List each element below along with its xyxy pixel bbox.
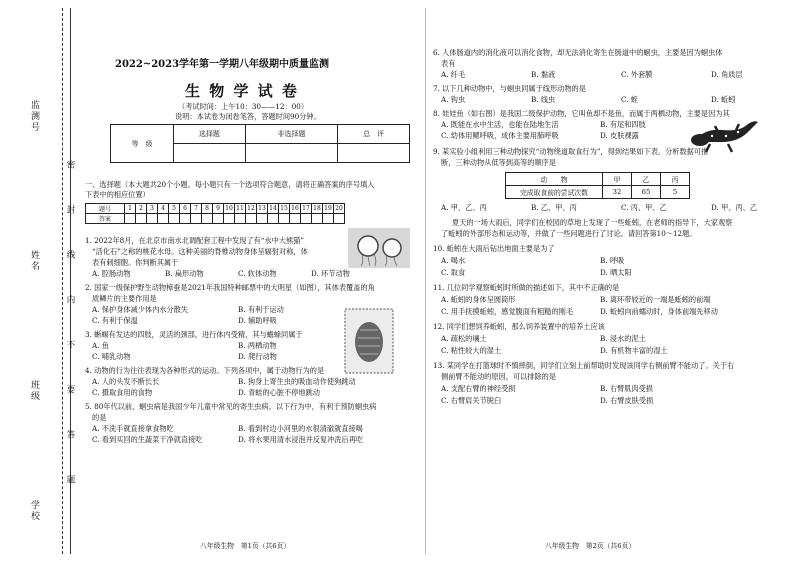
answer-input-cell[interactable] (213, 214, 224, 224)
page-divider (425, 8, 426, 554)
option: D. 爬行动物 (238, 352, 277, 361)
option: C. 看到买回的生蔬菜干净就直接吃 (92, 435, 203, 444)
option: C. 用手抚摸蚯蚓，感觉腹面有粗糙的刚毛 (441, 307, 574, 316)
question-12: 12. 同学们想饲养蚯蚓，那么饲养装置中的培养土应该 (433, 322, 605, 331)
option: B. 狗身上寄生虫的吸血动作使狗跳动 (238, 377, 356, 386)
answer-number-cell: 16 (291, 205, 299, 212)
question-8: 8. 娃娃鱼（如右图）是我国二级保护动物，它叫鱼却不是鱼，而属于两栖动物，主要是因为其 (433, 109, 730, 118)
section1-instruction: 下表中的相应位置） (85, 190, 150, 199)
question-6: 6. 人体肠道内的消化液可以消化食物，却无法消化寄生在肠道中的蛔虫，主要是因为蛔虫体 (433, 48, 723, 57)
binding-seal-char: 线 (65, 250, 75, 259)
binding-seal-char: 封 (65, 205, 75, 214)
answer-number-cell: 14 (269, 205, 277, 212)
answer-number-cell: 5 (169, 204, 180, 214)
binding-seal-char: 答 (65, 430, 75, 439)
option: B. 看到村边小河里的水很清澈就直接喝 (238, 424, 363, 433)
binding-label-exam-number: 监测号 (29, 100, 39, 133)
passage: 了蚯蚓的外部形态和运动等，并做了一些问题进行了讨论。请回答第10～12题。 (441, 229, 697, 238)
answer-input-cell[interactable] (136, 214, 147, 224)
option: A. 甲、乙、丙 (441, 203, 487, 212)
answer-number-cell: 6 (180, 204, 191, 214)
table-cell: 65 (632, 186, 661, 199)
table-header: 动 物 (506, 173, 603, 186)
answer-input-cell[interactable] (257, 214, 268, 224)
section1-instruction: 一、选择题（本大题共20个小题。每小题只有一个选项符合题意，请将正确答案的序号填入 (85, 180, 375, 189)
option: A. 纤毛 (441, 70, 466, 79)
table-header: 乙 (632, 173, 661, 186)
score-row-label: 等 级 (111, 125, 174, 163)
binding-seal-char: 要 (65, 385, 75, 394)
option: C. 取食 (441, 268, 466, 277)
option: C. 粘性较大的湿土 (441, 346, 502, 355)
answer-number-cell: 8 (202, 204, 213, 214)
answer-input-cell[interactable] (147, 214, 158, 224)
option: A. 腔肠动物 (92, 269, 131, 278)
option: B. 呼吸 (600, 256, 625, 265)
option: D. 环节动物 (311, 269, 350, 278)
option: B. 扁形动物 (165, 269, 204, 278)
question-9: 9. 某实验小组利用三种动物探究“动物绕道取食行为”，得到结果如下表。分析数据可推 (433, 147, 709, 156)
option: A. 喝水 (441, 256, 466, 265)
option: D. 辅助呼吸 (238, 316, 277, 325)
question-2: 2. 国家一级保护野生动物樟蚕是2021年我国特种邮票中的大明星（如图），其体表覆盖的角 (85, 283, 375, 292)
foraging-data-table (505, 172, 690, 199)
option: A. 钩虫 (441, 95, 466, 104)
option: B. 右臂肌肉受损 (600, 384, 653, 393)
answer-number-cell: 15 (280, 205, 288, 212)
option: B. 乙、甲、丙 (531, 203, 577, 212)
answer-input-cell[interactable] (301, 214, 312, 224)
answer-input-cell[interactable] (224, 214, 235, 224)
answer-number-cell: 13 (258, 205, 266, 212)
option: C. 哺乳动物 (92, 352, 131, 361)
score-header: 非选择题 (245, 125, 338, 144)
option: D. 蚯蚓向前蠕动时，身体前端先移动 (600, 307, 718, 316)
option: A. 疏松的壤土 (441, 334, 487, 343)
option: B. 两栖动物 (238, 341, 277, 350)
option: A. 支配右臂的神经受损 (441, 384, 516, 393)
exam-title: 2022~2023学年第一学期八年级期中质量监测 (115, 59, 330, 70)
answer-input-cell[interactable] (279, 214, 290, 224)
answer-input-cell[interactable] (158, 214, 169, 224)
answer-input-cell[interactable] (268, 214, 279, 224)
answer-number-cell: 4 (158, 204, 169, 214)
answer-number-cell: 12 (247, 205, 255, 212)
exam-time: （考试时间：上午10：30——12：00） (178, 102, 309, 111)
option: C. 外套膜 (621, 70, 653, 79)
answer-number-cell: 3 (147, 204, 158, 214)
option: C. 丙、甲、乙 (621, 203, 667, 212)
question-2: 质鳞片的主要作用是 (92, 294, 157, 303)
option: D. 甲、丙、乙 (711, 203, 758, 212)
question-1: 1. 2022年8月，在北京市南水北调配套工程中发现了有“水中大熊猫” (85, 236, 305, 245)
option: D. 皮肤裸露 (600, 131, 639, 140)
option: C. 摄取食用的食物 (92, 388, 153, 397)
score-header: 选择题 (174, 125, 246, 144)
exam-note: 说明：本试卷为闭卷笔答，答题时间90分钟。 (175, 112, 321, 121)
score-cell[interactable] (338, 144, 410, 163)
answer-number-cell: 10 (225, 205, 233, 212)
question-1: 表有刺细胞。你判断其属于 (92, 258, 179, 267)
option: D. 有机物丰富的湿土 (600, 346, 668, 355)
table-header: 甲 (603, 173, 632, 186)
question-4: 4. 动物的行为往往表现为各种形式的运动。下列各项中，属于动物行为的是 (85, 366, 325, 375)
page-footer-left: 八年级生物 第1页（共6页） (200, 542, 291, 550)
option: D. 将水果用清水浸泡并反复冲洗后再吃 (238, 435, 364, 444)
binding-seal-char: 不 (65, 340, 75, 349)
question-11: 11. 几位同学观察蚯蚓时所做的描述如下，其中不正确的是 (433, 283, 620, 292)
option: D. 右臂皮肤受损 (600, 396, 654, 405)
question-7: 7. 以下几种动物中，与蛔虫同属于线形动物的是 (433, 84, 586, 93)
answer-number-cell: 1 (125, 204, 136, 214)
answer-number-cell: 19 (324, 205, 332, 212)
question-13: 13. 某同学在打篮球时不慎摔倒，同学们立刻上前帮助时发现该同学右侧前臂不能动了。关于右 (433, 361, 735, 370)
binding-dashed-line (62, 8, 63, 554)
option: A. 不洗手就直接拿食物吃 (92, 424, 174, 433)
passage: 夏天的一场大雨后，同学们在校园的草地上发现了一些蚯蚓，在老师的指导下，大家观察 (452, 218, 733, 227)
option: D. 青蛙的心脏不停地跳动 (238, 388, 320, 397)
option: B. 浸水的泥土 (600, 334, 646, 343)
answer-input-cell[interactable] (191, 214, 202, 224)
table-row-label: 完成取食前的尝试次数 (506, 186, 603, 199)
option: A. 保护身体减少体内水分散失 (92, 305, 189, 314)
option: A. 人的头发不断长长 (92, 377, 160, 386)
answer-number-cell: 7 (191, 204, 202, 214)
binding-seal-char: 内 (65, 295, 75, 304)
page-footer-right: 八年级生物 第2页（共6页） (545, 542, 636, 550)
binding-label-school: 学校 (29, 500, 39, 522)
table-cell: 32 (603, 186, 632, 199)
score-cell[interactable] (174, 144, 246, 163)
table-cell: 5 (661, 186, 690, 199)
exam-subtitle: 生 物 学 试 卷 (185, 82, 299, 100)
answer-table (85, 203, 345, 224)
score-header: 总 评 (338, 125, 410, 144)
answer-input-cell[interactable] (169, 214, 180, 224)
question-10: 10. 蚯蚓在大雨后钻出地面主要是为了 (433, 244, 555, 253)
option: A. 既能在水中生活，也能在陆地生活 (441, 120, 559, 129)
table-header: 丙 (661, 173, 690, 186)
option: B. 线虫 (531, 95, 556, 104)
answer-input-cell[interactable] (125, 214, 136, 224)
option: D. 蚯蚓 (711, 95, 736, 104)
answer-input-cell[interactable] (235, 214, 246, 224)
option: C. 软体动物 (238, 269, 277, 278)
option: B. 黏液 (531, 70, 556, 79)
question-13: 侧前臂不能动的原因，可以排除的是 (441, 372, 557, 381)
option: B. 离环带较近的一端是蚯蚓的前端 (600, 295, 711, 304)
answer-input-cell[interactable] (246, 214, 257, 224)
score-cell[interactable] (245, 144, 338, 163)
answer-input-cell[interactable] (323, 214, 334, 224)
answer-number-cell: 11 (236, 205, 244, 212)
answer-number-cell: 17 (302, 205, 310, 212)
answer-row-label: 题号 (86, 204, 125, 214)
answer-input-cell[interactable] (290, 214, 301, 224)
question-1: “活化石”之称的桃花水母。这种美丽的脊椎动物身体呈辐射对称，体 (92, 247, 308, 256)
option: B. 有尾和四肢 (600, 120, 646, 129)
option: C. 右臂肩关节脱臼 (441, 396, 502, 405)
binding-seal-char: 题 (65, 475, 75, 484)
question-3: 3. 蜥蜴有发达的四肢，灵活的颈部，进行体内受精，其与蟾蜍同属于 (85, 330, 303, 339)
answer-number-cell: 2 (136, 204, 147, 214)
question-5: 5. 80年代以前，蛔虫病是我国少年儿童中常见的寄生虫病。以下行为中，有利于预防蛔虫病 (85, 402, 377, 411)
option: A. 鱼 (92, 341, 109, 350)
score-table (110, 124, 410, 163)
answer-number-cell: 18 (313, 205, 321, 212)
answer-input-cell[interactable] (180, 214, 191, 224)
answer-number-cell: 20 (335, 205, 343, 212)
option: C. 幼体用鳃呼吸，成体主要用肺呼吸 (441, 131, 559, 140)
option: A. 蚯蚓的身体呈圆筒形 (441, 295, 516, 304)
option: D. 晒太阳 (600, 268, 632, 277)
option: C. 有利于保温 (92, 316, 138, 325)
question-5: 的是 (92, 413, 107, 422)
answer-input-cell[interactable] (312, 214, 323, 224)
question-6: 表有 (441, 59, 456, 68)
option: D. 角质层 (711, 70, 743, 79)
answer-input-cell[interactable] (334, 214, 345, 224)
answer-input-cell[interactable] (202, 214, 213, 224)
option: B. 有利于运动 (238, 305, 284, 314)
binding-seal-char: 密 (65, 160, 75, 169)
option: C. 蛭 (621, 95, 638, 104)
binding-label-class: 班级 (29, 380, 39, 402)
answer-row-label: 答案 (86, 214, 125, 224)
binding-label-name: 姓名 (29, 250, 39, 272)
jellyfish-image (348, 228, 410, 268)
pangolin-stamp-image (344, 308, 394, 374)
binding-solid-line (70, 8, 71, 554)
answer-number-cell: 9 (213, 204, 224, 214)
question-9: 断，三种动物从低等到高等的顺序是 (441, 158, 557, 167)
